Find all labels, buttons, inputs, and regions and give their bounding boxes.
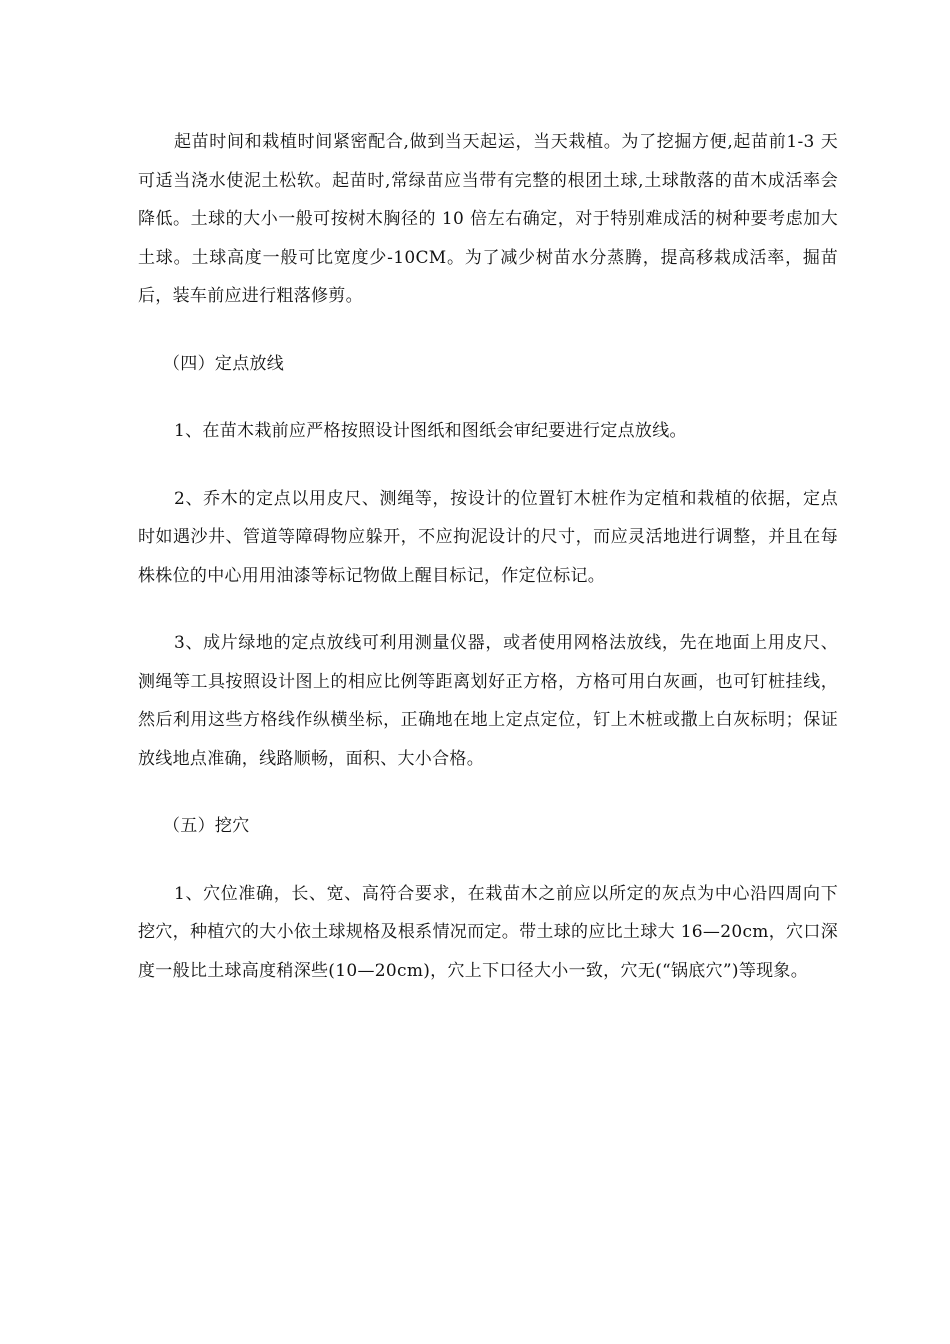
paragraph-digging-item-1: 1、穴位准确，长、宽、高符合要求，在栽苗木之前应以所定的灰点为中心沿四周向下挖穴，种植穴的大小依土球规格及根系情况而定。带土球的应比土球大 16—20cm，穴口深度一般比土球高度稍深些(10—20cm)，穴上下口径大小一致，穴无(“锅底穴”)等现象。 bbox=[138, 883, 838, 981]
paragraph-staking-item-2: 2、乔木的定点以用皮尺、测绳等，按设计的位置钉木桩作为定植和栽植的依据，定点时如遇沙井、管道等障碍物应躲开，不应拘泥设计的尺寸，而应灵活地进行调整，并且在每株株位的中心用用油漆等标记物做上醒目标记，作定位标记。 bbox=[138, 488, 838, 586]
paragraph-staking-item-3: 3、成片绿地的定点放线可利用测量仪器，或者使用网格法放线，先在地面上用皮尺、测绳等工具按照设计图上的相应比例等距离划好正方格，方格可用白灰画，也可钉桩挂线，然后利用这些方格线作纵横坐标，正确地在地上定点定位，钉上木桩或撒上白灰标明；保证放线地点准确，线路顺畅，面积、大小合格。 bbox=[138, 633, 838, 769]
section-heading-digging-pits: （五）挖穴 bbox=[163, 816, 250, 836]
paragraph-staking-item-1: 1、在苗木栽前应严格按照设计图纸和图纸会审纪要进行定点放线。 bbox=[174, 421, 687, 441]
document-page bbox=[138, 123, 838, 1019]
section-heading-staking-out: （四）定点放线 bbox=[163, 353, 285, 374]
paragraph-seedling-lifting: 起苗时间和栽植时间紧密配合,做到当天起运，当天栽植。为了挖掘方便,起苗前1-3 天可适当浇水使泥土松软。起苗时,常绿苗应当带有完整的根团土球,土球散落的苗木成活率会降低。土球的大小一般可按树木胸径的 10 倍左右确定，对于特别难成活的树种要考虑加大土球。土球高度一般可比宽度少-10CM。为了减少树苗水分蒸腾，提高移栽成活率，掘苗后，装车前应进行粗落修剪。 bbox=[138, 132, 838, 306]
